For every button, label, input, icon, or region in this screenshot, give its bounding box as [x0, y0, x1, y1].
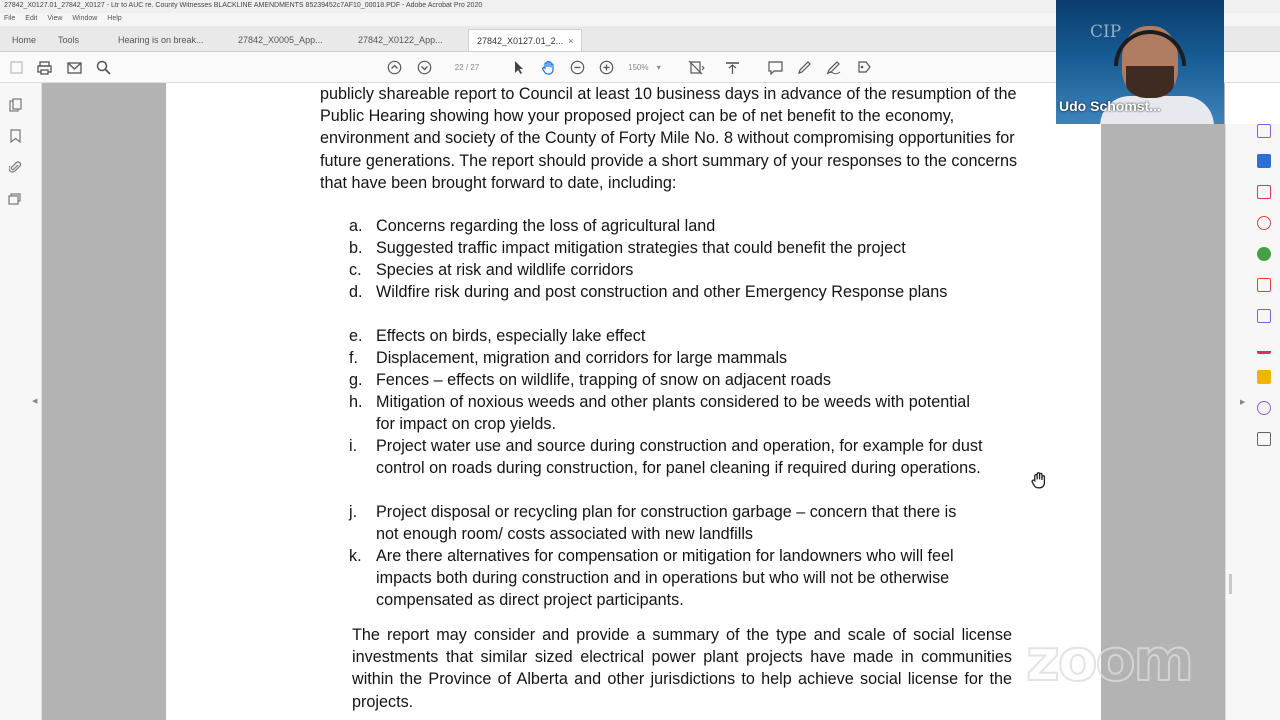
- search-icon[interactable]: [95, 59, 112, 76]
- tab-label: Home: [12, 35, 37, 45]
- tab-doc-x0005[interactable]: [230, 29, 331, 51]
- background-logo: CIP: [1090, 22, 1122, 42]
- collapse-right-pane-icon[interactable]: ▶: [1240, 399, 1246, 406]
- zoom-in-icon[interactable]: [598, 59, 615, 76]
- next-page-icon[interactable]: [416, 59, 433, 76]
- tab-doc-x0127[interactable]: [468, 29, 582, 51]
- list-item-text: Concerns regarding the loss of agricultural land: [376, 217, 716, 235]
- menu-file[interactable]: File: [4, 15, 16, 22]
- hand-cursor-icon: [1030, 471, 1048, 494]
- zoom-out-icon[interactable]: [569, 59, 586, 76]
- combine-files-icon[interactable]: [1257, 216, 1271, 230]
- list-item-text: Are there alternatives for compensation or mitigation for landowners who will feel impacts both during construction and in operations but who will not be otherwise compensated as direct project participants.: [376, 547, 954, 610]
- highlight-pen-icon[interactable]: [825, 59, 842, 76]
- menu-help[interactable]: Help: [107, 15, 122, 22]
- list-marker: k.: [349, 547, 362, 565]
- list-item-text: Mitigation of noxious weeds and other plants considered to be weeds with potential for impact on crop yields.: [376, 393, 970, 434]
- tab-label: 27842_X0122_App...: [358, 35, 443, 45]
- page-number-input[interactable]: 22 / 27: [454, 63, 480, 72]
- create-pdf-icon[interactable]: [1257, 185, 1271, 199]
- scrollbar[interactable]: [1229, 574, 1232, 594]
- previous-page-icon[interactable]: [386, 59, 403, 76]
- print-icon[interactable]: [36, 59, 53, 76]
- attachment-icon[interactable]: [8, 160, 22, 174]
- list-item-text: Project water use and source during construction and operation, for example for dust control on roads during construction, for panel cleaning if required during operations.: [376, 437, 983, 478]
- list-marker: c.: [349, 261, 362, 279]
- window-title: 27842_X0127.01_27842_X0127 - Ltr to AUC re. County Witnesses BLACKLINE AMENDMENTS 85239452c7AF10_00018.PDF - Adobe Acrobat Pro 2020: [0, 0, 1280, 13]
- list-marker: h.: [349, 393, 363, 411]
- list-item-text: Effects on birds, especially lake effect: [376, 327, 646, 345]
- list-marker: j.: [349, 503, 358, 521]
- tab-label: 27842_X0005_App...: [238, 35, 323, 45]
- list-marker: i.: [349, 437, 358, 455]
- intro-paragraph: publicly shareable report to Council at least 10 business days in advance of the resumption of the Public Hearing showing how your proposed project can be of net benefit to the economy, environment and society of the County of Forty Mile No. 8 without compromising opportunities for future generations. The report should provide a short summary of your responses to the concerns that have been brought forward to date, including:: [320, 85, 1018, 192]
- closing-paragraph: The report may consider and provide a summary of the type and scale of social license investments that similar sized electrical power plant projects have made in communities within the Province of Alberta and other jurisdictions to help achieve social license for the projects.: [352, 626, 1012, 711]
- tab-label: Tools: [58, 35, 80, 45]
- menu-window[interactable]: Window: [72, 15, 98, 22]
- participant-video[interactable]: [1056, 0, 1224, 124]
- list-marker: a.: [349, 217, 363, 235]
- fit-page-icon[interactable]: [688, 59, 705, 76]
- list-marker: g.: [349, 371, 363, 389]
- pen-icon[interactable]: [796, 59, 813, 76]
- chevron-down-icon: ▾: [656, 63, 661, 72]
- list-item-text: Project disposal or recycling plan for construction garbage – concern that there is not enough room/ costs associated with new landfills: [376, 503, 957, 544]
- page-thumbnails-icon[interactable]: [8, 98, 22, 112]
- tab-label: 27842_X0127.01_2...: [477, 36, 564, 46]
- zoom-level-value: 150%: [628, 63, 649, 72]
- list-marker: b.: [349, 239, 363, 257]
- pdf-page[interactable]: [166, 83, 1101, 720]
- zoom-watermark: zoom: [1026, 626, 1192, 694]
- fill-sign-icon[interactable]: [1257, 340, 1271, 354]
- right-tools-pane: [1225, 124, 1280, 720]
- tab-label: Hearing is on break...: [118, 35, 204, 45]
- layers-lock-icon[interactable]: [8, 192, 22, 206]
- left-nav-pane: [0, 83, 42, 720]
- hand-tool-icon[interactable]: [540, 59, 557, 76]
- comment-icon[interactable]: [767, 59, 784, 76]
- email-icon[interactable]: [66, 59, 83, 76]
- close-tab-icon[interactable]: ×: [568, 36, 574, 46]
- list-marker: e.: [349, 327, 363, 345]
- send-for-signature-icon[interactable]: [1257, 401, 1271, 415]
- tab-tools[interactable]: [50, 29, 87, 51]
- stamp-icon[interactable]: [855, 59, 872, 76]
- edit-pdf-icon[interactable]: [1257, 124, 1271, 138]
- list-marker: f.: [349, 349, 358, 367]
- list-item-text: Wildfire risk during and post construction and other Emergency Response plans: [376, 283, 948, 301]
- document-gutter-left: [42, 83, 166, 720]
- tab-doc-x0122[interactable]: [350, 29, 451, 51]
- list-marker: d.: [349, 283, 363, 301]
- select-cursor-icon[interactable]: [510, 59, 527, 76]
- protect-icon[interactable]: [1257, 309, 1271, 323]
- scroll-mode-icon[interactable]: [724, 59, 741, 76]
- headset-icon: [1114, 30, 1186, 66]
- menu-edit[interactable]: Edit: [25, 15, 38, 22]
- participant-name: Udo Schomst...: [1059, 98, 1161, 114]
- participant-beard: [1126, 66, 1174, 98]
- list-item-text: Displacement, migration and corridors for large mammals: [376, 349, 788, 367]
- list-item-text: Suggested traffic impact mitigation strategies that could benefit the project: [376, 239, 906, 257]
- tab-hearing-break[interactable]: [110, 29, 212, 51]
- more-tools-icon[interactable]: [1257, 432, 1271, 446]
- export-pdf-icon[interactable]: [1257, 154, 1271, 168]
- redact-icon[interactable]: [1257, 278, 1271, 292]
- comment-tool-icon[interactable]: [1257, 370, 1271, 384]
- organize-pages-icon[interactable]: [1257, 247, 1271, 261]
- save-icon[interactable]: [8, 59, 25, 76]
- list-item-text: Fences – effects on wildlife, trapping of snow on adjacent roads: [376, 371, 832, 389]
- zoom-level-select[interactable]: [628, 60, 672, 76]
- menu-view[interactable]: View: [47, 15, 63, 22]
- bookmark-icon[interactable]: [8, 129, 22, 143]
- list-item-text: Species at risk and wildlife corridors: [376, 261, 634, 279]
- collapse-left-pane-icon[interactable]: ◀: [32, 398, 38, 405]
- tab-home[interactable]: [4, 29, 44, 51]
